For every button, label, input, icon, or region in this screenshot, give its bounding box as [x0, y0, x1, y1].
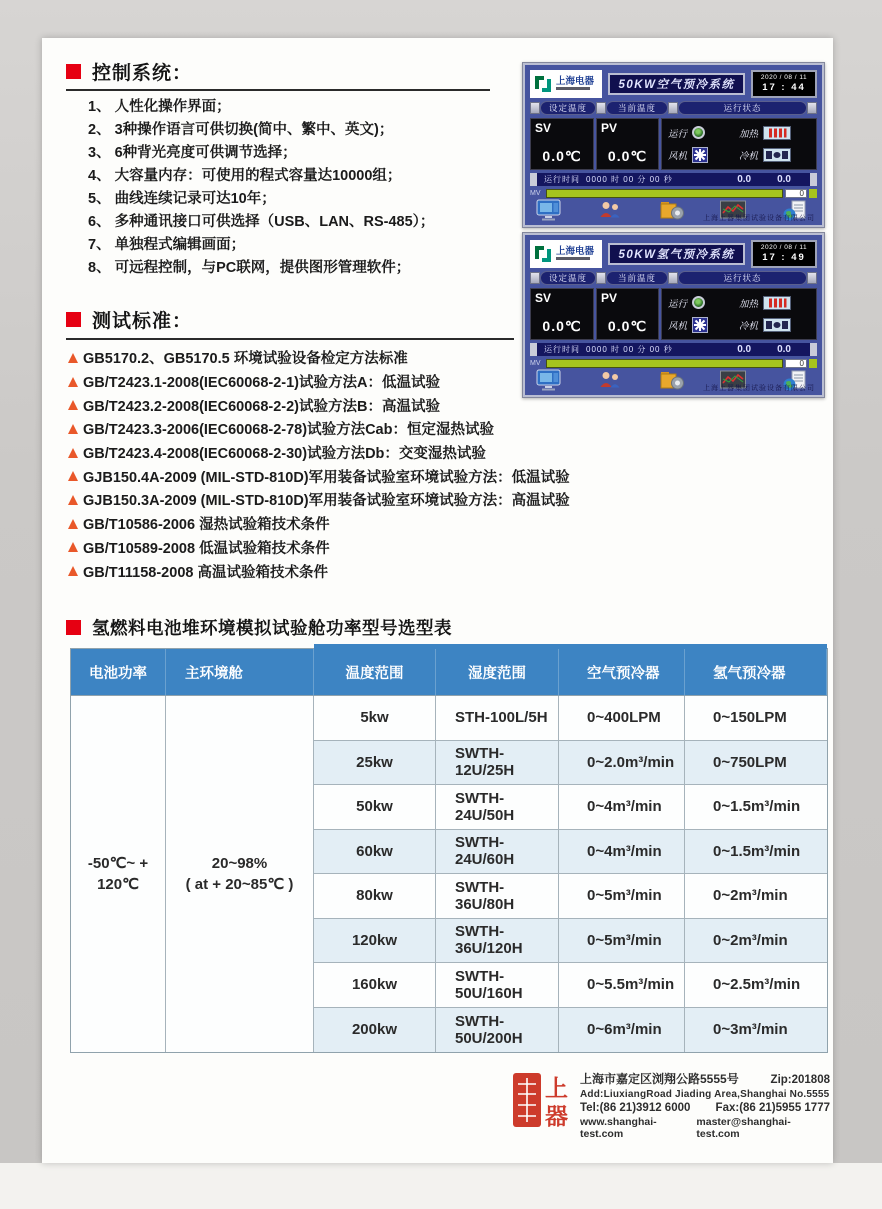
- hmi-toolbar: [530, 199, 817, 223]
- chiller-indicator: 冷机: [739, 143, 810, 166]
- hmi-toolbar: [530, 369, 817, 393]
- pv-display: PV 0.0℃: [596, 118, 659, 170]
- screen-title: 50KW空气预冷系统: [608, 73, 745, 95]
- heater-icon: [763, 296, 791, 310]
- tab-current-temperature: 当前温度: [606, 101, 668, 115]
- brand-name: 上海电器: [556, 246, 595, 257]
- bezel-segment: [807, 272, 817, 284]
- date-text: 2020 / 08 / 11: [760, 244, 808, 251]
- table-cell-h2: 0~2m³/min: [685, 874, 827, 919]
- seal-character-1: 上: [545, 1075, 568, 1101]
- list-item: 7、 单独程式编辑画面；: [88, 237, 246, 253]
- mv-end-cap: [809, 359, 817, 368]
- status-panel: [661, 288, 817, 340]
- bezel-segment: [668, 272, 678, 284]
- triangle-bullet-icon: [68, 400, 78, 410]
- table-cell-power: 5kw: [314, 696, 436, 741]
- fan-icon: [692, 317, 708, 333]
- address-cn: 上海市嘉定区浏翔公路5555号: [580, 1072, 739, 1086]
- run-led-icon: [692, 296, 705, 309]
- list-item: GB/T2423.3-2006(IEC60068-2-78)试验方法Cab：恒定湿热试验: [68, 417, 568, 441]
- control-section-title: 控制系统：: [92, 63, 193, 84]
- table-cell-humidity-range: 20~98% ( at + 20~85℃ ): [166, 696, 314, 1052]
- table-header-step: [314, 644, 827, 649]
- list-item: GB5170.2、GB5170.5 环境试验设备检定方法标准: [68, 346, 568, 370]
- table-cell-chamber: SWTH-24U/60H: [436, 830, 559, 875]
- tab-set-temperature: 设定温度: [540, 271, 596, 285]
- section-divider: [66, 89, 490, 91]
- section-bullet-icon: [66, 312, 81, 327]
- mv-progress-bar: [546, 359, 783, 368]
- triangle-bullet-icon: [68, 495, 78, 505]
- table-cell-power: 25kw: [314, 741, 436, 786]
- list-item: GJB150.3A-2009 (MIL-STD-810D)军用装备试验室环境试验方法：高温试验: [68, 488, 568, 512]
- column-header: 氢气预冷器: [685, 649, 827, 696]
- screen-title: 50KW氢气预冷系统: [608, 243, 745, 265]
- list-item: GB/T2423.1-2008(IEC60068-2-1)试验方法A：低温试验: [68, 370, 568, 394]
- monitor-icon: [536, 369, 562, 391]
- table-cell-power: 120kw: [314, 919, 436, 964]
- date-text: 2020 / 08 / 11: [760, 74, 808, 81]
- table-cell-h2: 0~750LPM: [685, 741, 827, 786]
- hmi-tab-row: [530, 100, 817, 115]
- list-item: GB/T11158-2008 高温试验箱技术条件: [68, 559, 568, 583]
- section-bullet-icon: [66, 64, 81, 79]
- table-cell-air: 0~4m³/min: [559, 785, 685, 830]
- status-panel: [661, 118, 817, 170]
- list-item: 3、 6种背光亮度可供调节选择；: [88, 145, 297, 161]
- standards-list: [68, 346, 568, 583]
- section-bullet-icon: [66, 620, 81, 635]
- table-cell-air: 0~4m³/min: [559, 830, 685, 875]
- brochure-page: [42, 38, 833, 1163]
- time-text: 17 : 44: [762, 82, 806, 93]
- bezel-segment: [596, 102, 606, 114]
- list-item: 5、 曲线连续记录可达10年；: [88, 191, 276, 207]
- heat-indicator: 加热: [739, 292, 810, 313]
- brand-logo: [530, 70, 602, 98]
- list-item: 4、 大容量内存：可使用的程式容量达10000组；: [88, 168, 402, 184]
- table-cell-chamber: SWTH-50U/200H: [436, 1008, 559, 1053]
- bezel-segment: [530, 272, 540, 284]
- run-led-icon: [692, 126, 705, 139]
- bezel-segment: [596, 272, 606, 284]
- brand-logo-icon: [533, 74, 553, 94]
- table-cell-air: 0~2.0m³/min: [559, 741, 685, 786]
- telephone: Tel:(86 21)3912 6000: [580, 1102, 691, 1114]
- column-header: 主环境舱: [166, 649, 314, 696]
- seal-character-2: 器: [545, 1103, 568, 1129]
- table-cell-air: 0~5.5m³/min: [559, 963, 685, 1008]
- table-cell-power: 60kw: [314, 830, 436, 875]
- table-section-heading: [66, 615, 452, 640]
- fan-indicator: 风机: [668, 143, 739, 166]
- mv-value-box: 0: [785, 189, 807, 198]
- triangle-bullet-icon: [68, 542, 78, 552]
- triangle-bullet-icon: [68, 353, 78, 363]
- table-section-title: 氢燃料电池堆环境模拟试验舱功率型号选型表: [92, 618, 452, 638]
- fan-indicator: 风机: [668, 313, 739, 336]
- triangle-bullet-icon: [68, 448, 78, 458]
- brand-name: 上海电器: [556, 76, 595, 87]
- heat-indicator: 加热: [739, 122, 810, 143]
- users-icon: [598, 370, 623, 390]
- run-indicator: 运行: [668, 292, 739, 313]
- tab-set-temperature: 设定温度: [540, 101, 596, 115]
- list-item: 6、 多种通讯接口可供选择（USB、LAN、RS-485）；: [88, 214, 435, 230]
- table-cell-power: 80kw: [314, 874, 436, 919]
- standards-section-title: 测试标准：: [92, 311, 193, 332]
- monitor-icon: [536, 199, 562, 221]
- hmi-tab-row: [530, 270, 817, 285]
- triangle-bullet-icon: [68, 471, 78, 481]
- table-cell-h2: 0~150LPM: [685, 696, 827, 741]
- table-cell-chamber: SWTH-50U/160H: [436, 963, 559, 1008]
- bezel-segment: [668, 102, 678, 114]
- list-item: GB/T2423.4-2008(IEC60068-2-30)试验方法Db：交变湿热试验: [68, 441, 568, 465]
- hmi-screenshot-air-precooler: [522, 62, 825, 228]
- section-divider: [66, 338, 514, 340]
- tab-current-temperature: 当前温度: [606, 271, 668, 285]
- heater-icon: [763, 126, 791, 140]
- table-cell-chamber: SWTH-36U/120H: [436, 919, 559, 964]
- table-cell-temp-range: -50℃~ + 120℃: [71, 696, 166, 1052]
- column-header: 温度范围: [314, 649, 436, 696]
- table-cell-h2: 0~2m³/min: [685, 919, 827, 964]
- list-item: 8、 可远程控制，与PC联网，提供图形管理软件；: [88, 260, 411, 276]
- table-cell-air: 0~5m³/min: [559, 874, 685, 919]
- brand-subtext: [556, 257, 590, 260]
- table-cell-h2: 0~3m³/min: [685, 1008, 827, 1053]
- chiller-icon: [763, 148, 791, 162]
- table-cell-h2: 0~1.5m³/min: [685, 785, 827, 830]
- triangle-bullet-icon: [68, 566, 78, 576]
- table-cell-air: 0~5m³/min: [559, 919, 685, 964]
- table-cell-chamber: SWTH-36U/80H: [436, 874, 559, 919]
- datetime-display: [751, 70, 817, 98]
- footer-contact-block: [580, 1070, 830, 1140]
- program-folder-icon: [659, 199, 685, 221]
- hmi-header: [530, 239, 817, 268]
- users-icon: [598, 200, 623, 220]
- mv-value-box: 0: [785, 359, 807, 368]
- table-cell-chamber: SWTH-12U/25H: [436, 741, 559, 786]
- control-feature-list: [88, 96, 518, 280]
- list-item: GB/T10586-2006 湿热试验箱技术条件: [68, 512, 568, 536]
- website: www.shanghai-test.com: [580, 1116, 657, 1140]
- triangle-bullet-icon: [68, 377, 78, 387]
- brand-logo: [530, 240, 602, 268]
- control-section-heading: [66, 58, 192, 85]
- column-header: 电池功率: [71, 649, 166, 696]
- run-indicator: 运行: [668, 122, 739, 143]
- triangle-bullet-icon: [68, 519, 78, 529]
- table-cell-power: 50kw: [314, 785, 436, 830]
- chiller-indicator: 冷机: [739, 313, 810, 336]
- table-cell-air: 0~6m³/min: [559, 1008, 685, 1053]
- datetime-display: [751, 240, 817, 268]
- time-text: 17 : 49: [762, 252, 806, 263]
- list-item: GB/T10589-2008 低温试验箱技术条件: [68, 536, 568, 560]
- chiller-icon: [763, 318, 791, 332]
- hmi-company-name: 上海上器集团试验设备有限公司: [703, 215, 815, 222]
- table-cell-chamber: SWTH-24U/50H: [436, 785, 559, 830]
- table-cell-power: 160kw: [314, 963, 436, 1008]
- hmi-screenshot-hydrogen-precooler: [522, 232, 825, 398]
- sv-display: SV 0.0℃: [530, 288, 594, 340]
- table-cell-power: 200kw: [314, 1008, 436, 1053]
- brand-logo-icon: [533, 244, 553, 264]
- brand-subtext: [556, 87, 590, 90]
- address-en: Add:LiuxiangRoad Jiading Area,Shanghai No.5555: [580, 1089, 830, 1100]
- table-cell-h2: 0~1.5m³/min: [685, 830, 827, 875]
- table-cell-air: 0~400LPM: [559, 696, 685, 741]
- bezel-segment: [807, 102, 817, 114]
- list-item: 1、 人性化操作界面；: [88, 99, 231, 115]
- fan-icon: [692, 147, 708, 163]
- list-item: GJB150.4A-2009 (MIL-STD-810D)军用装备试验室环境试验方法：低温试验: [68, 464, 568, 488]
- email: master@shanghai-test.com: [696, 1116, 791, 1140]
- triangle-bullet-icon: [68, 424, 78, 434]
- mv-row: MV 0: [530, 188, 817, 199]
- program-folder-icon: [659, 369, 685, 391]
- model-selection-table: [70, 648, 828, 1053]
- list-item: GB/T2423.2-2008(IEC60068-2-2)试验方法B：高温试验: [68, 393, 568, 417]
- mv-end-cap: [809, 189, 817, 198]
- zip-code: Zip:201808: [770, 1074, 830, 1086]
- standards-section-heading: [66, 306, 192, 333]
- mv-row: MV 0: [530, 358, 817, 369]
- hmi-header: [530, 69, 817, 98]
- hmi-company-name: 上海上器集团试验设备有限公司: [703, 385, 815, 392]
- company-seal: [512, 1072, 574, 1135]
- pv-display: PV 0.0℃: [596, 288, 659, 340]
- table-cell-h2: 0~2.5m³/min: [685, 963, 827, 1008]
- table-cell-chamber: STH-100L/5H: [436, 696, 559, 741]
- column-header: 湿度范围: [436, 649, 559, 696]
- sv-display: SV 0.0℃: [530, 118, 594, 170]
- tab-run-status: 运行状态: [678, 101, 807, 115]
- column-header: 空气预冷器: [559, 649, 685, 696]
- bezel-segment: [530, 102, 540, 114]
- runtime-bar: 运行时间 0000 时 00 分 00 秒 0.0 0.0: [530, 173, 817, 186]
- list-item: 2、 3种操作语言可供切换(简中、繁中、英文)；: [88, 122, 394, 138]
- mv-progress-bar: [546, 189, 783, 198]
- fax: Fax:(86 21)5955 1777: [715, 1102, 830, 1114]
- runtime-bar: 运行时间 0000 时 00 分 00 秒 0.0 0.0: [530, 343, 817, 356]
- tab-run-status: 运行状态: [678, 271, 807, 285]
